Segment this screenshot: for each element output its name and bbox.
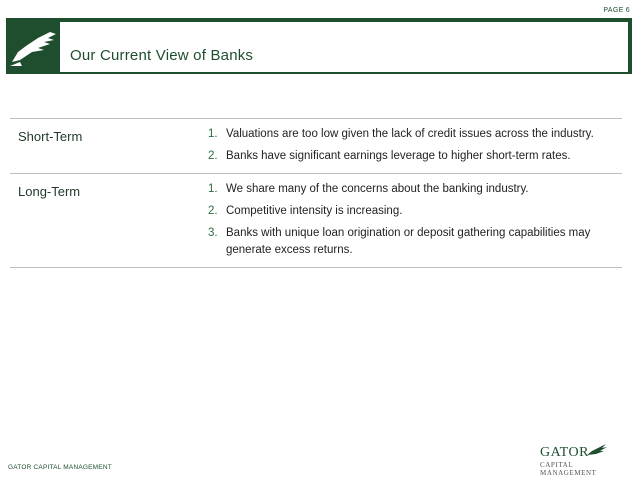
list-item-text: Banks have significant earnings leverage to higher short-term rates. bbox=[226, 150, 571, 162]
list-item-number: 2. bbox=[208, 150, 218, 162]
list-item bbox=[208, 126, 598, 143]
point-list bbox=[208, 181, 622, 259]
footer-logo bbox=[540, 445, 630, 477]
gator-logo-icon bbox=[8, 22, 60, 70]
footer-logo-word: GATOR bbox=[540, 445, 589, 460]
footer-logo-subtitle: CAPITAL MANAGEMENT bbox=[540, 461, 597, 477]
gator-footer-icon bbox=[586, 443, 608, 457]
table-row bbox=[10, 174, 622, 268]
row-label: Short-Term bbox=[18, 129, 83, 144]
list-item-text: We share many of the concerns about the banking industry. bbox=[226, 183, 529, 195]
list-item-number: 3. bbox=[208, 227, 218, 239]
page-title: Our Current View of Banks bbox=[70, 47, 254, 64]
content-table bbox=[10, 118, 622, 268]
list-item bbox=[208, 203, 598, 220]
page-number: PAGE 6 bbox=[603, 7, 630, 14]
list-item-number: 1. bbox=[208, 128, 218, 140]
list-item-text: Competitive intensity is increasing. bbox=[226, 205, 403, 217]
list-item-text: Banks with unique loan origination or deposit gathering capabilities may generate excess returns. bbox=[226, 227, 591, 256]
list-item bbox=[208, 181, 598, 198]
list-item-number: 1. bbox=[208, 183, 218, 195]
point-list bbox=[208, 126, 622, 165]
list-item-number: 2. bbox=[208, 205, 218, 217]
table-row bbox=[10, 119, 622, 174]
list-item bbox=[208, 225, 598, 259]
row-label: Long-Term bbox=[18, 184, 81, 199]
footer-company-name: GATOR CAPITAL MANAGEMENT bbox=[8, 464, 112, 471]
list-item-text: Valuations are too low given the lack of credit issues across the industry. bbox=[226, 128, 594, 140]
list-item bbox=[208, 148, 598, 165]
